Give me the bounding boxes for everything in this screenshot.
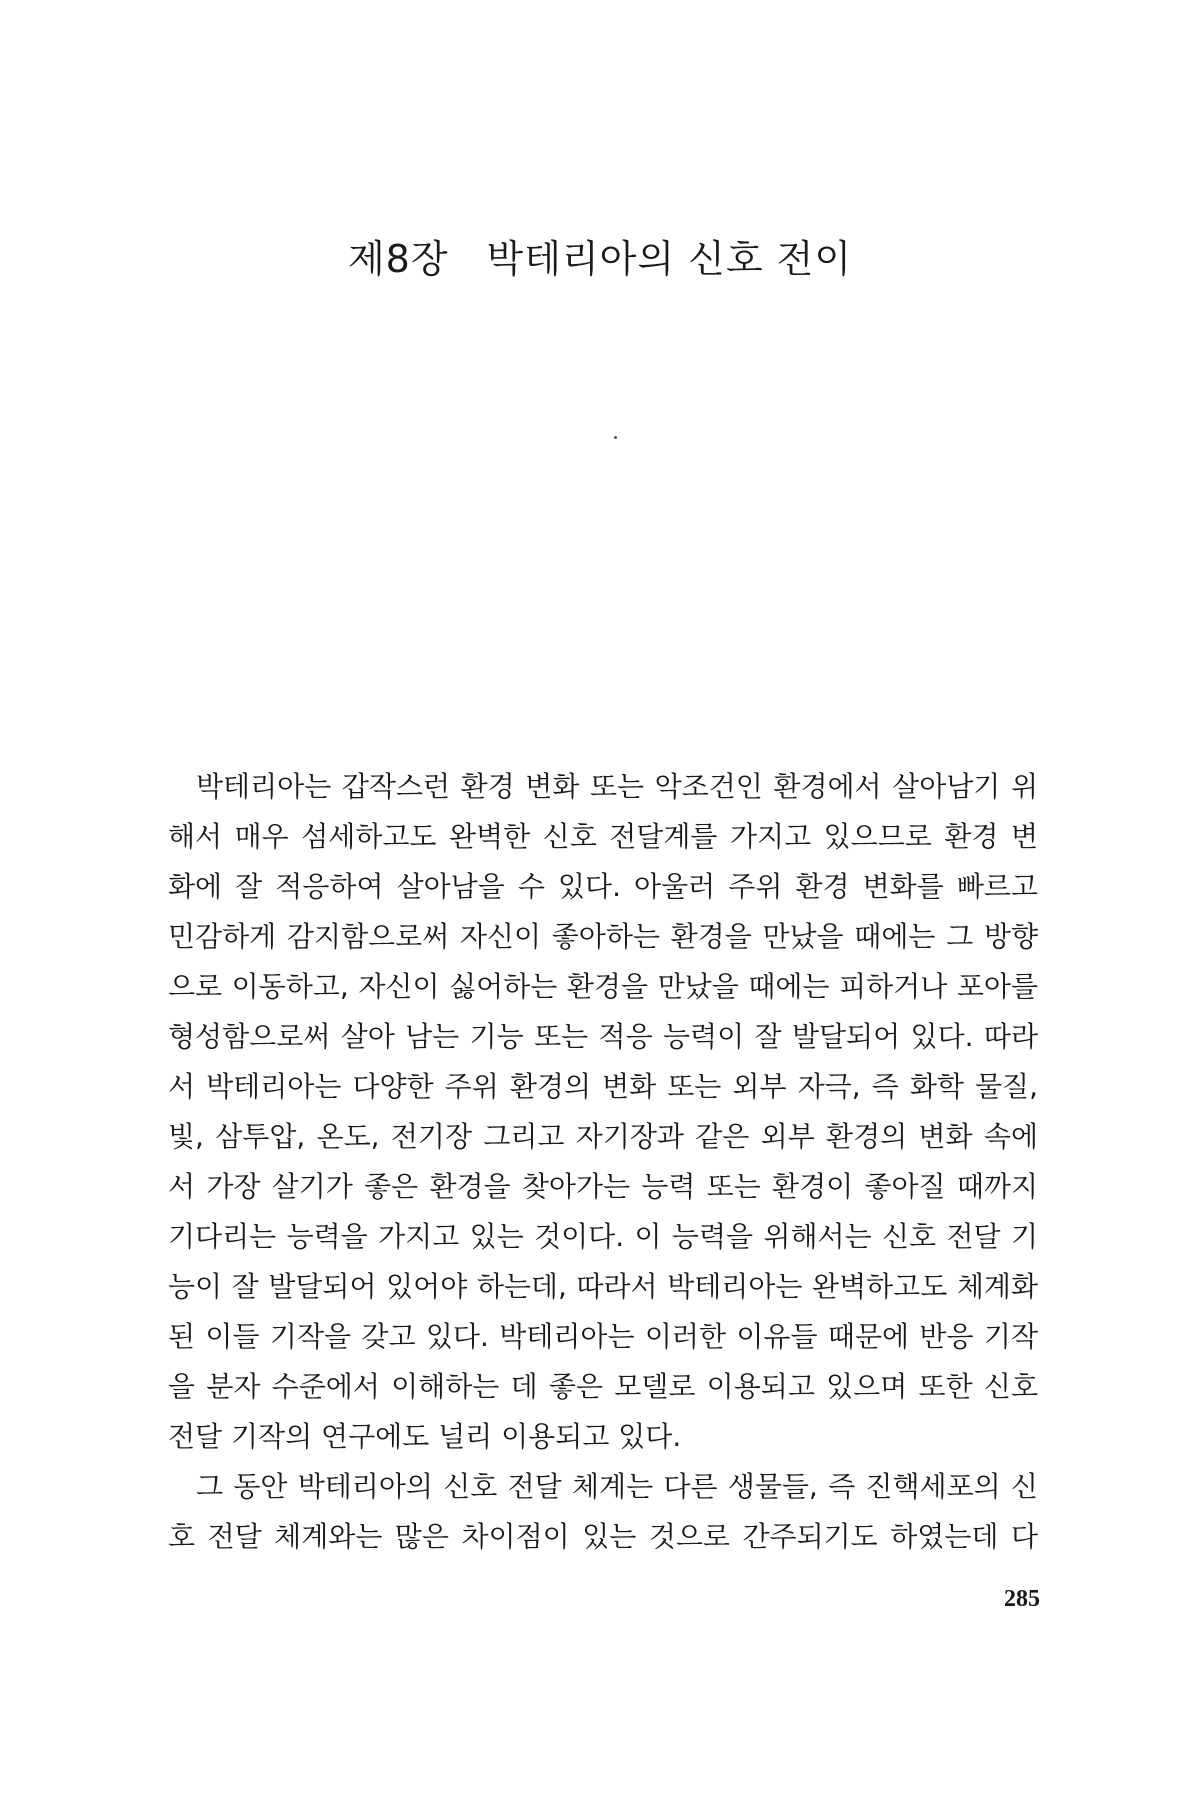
text-line: 으로 이동하고, 자신이 싫어하는 환경을 만났을 때에는 피하거나 포아를 bbox=[168, 970, 1038, 1003]
text-line: 된 이들 기작을 갖고 있다. 박테리아는 이러한 이유들 때문에 반응 기작 bbox=[168, 1320, 1038, 1353]
body-text bbox=[168, 762, 1038, 1562]
page-number: 285 bbox=[1004, 1586, 1040, 1612]
text-line: 을 분자 수준에서 이해하는 데 좋은 모델로 이용되고 있으며 또한 신호 bbox=[168, 1370, 1038, 1403]
decorative-dot bbox=[614, 436, 617, 439]
text-line: 민감하게 감지함으로써 자신이 좋아하는 환경을 만났을 때에는 그 방향 bbox=[168, 920, 1038, 953]
text-line: 박테리아는 갑작스런 환경 변화 또는 악조건인 환경에서 살아남기 위 bbox=[196, 770, 1038, 803]
text-line: 그 동안 박테리아의 신호 전달 체계는 다른 생물들, 즉 진핵세포의 신 bbox=[196, 1470, 1038, 1503]
text-line: 전달 기작의 연구에도 널리 이용되고 있다. bbox=[168, 1420, 682, 1453]
text-line: 빛, 삼투압, 온도, 전기장 그리고 자기장과 같은 외부 환경의 변화 속에 bbox=[168, 1120, 1038, 1153]
text-line: 호 전달 체계와는 많은 차이점이 있는 것으로 간주되기도 하였는데 다 bbox=[168, 1520, 1038, 1553]
text-line: 화에 잘 적응하여 살아남을 수 있다. 아울러 주위 환경 변화를 빠르고 bbox=[168, 870, 1038, 903]
text-line: 서 박테리아는 다양한 주위 환경의 변화 또는 외부 자극, 즉 화학 물질, bbox=[168, 1070, 1038, 1103]
chapter-title bbox=[0, 228, 1200, 283]
chapter-title-text: 박테리아의 신호 전이 bbox=[486, 237, 853, 281]
text-line: 형성함으로써 살아 남는 기능 또는 적응 능력이 잘 발달되어 있다. 따라 bbox=[168, 1020, 1038, 1053]
text-line: 기다리는 능력을 가지고 있는 것이다. 이 능력을 위해서는 신호 전달 기 bbox=[168, 1220, 1038, 1253]
chapter-number: 제8장 bbox=[347, 237, 449, 281]
text-line: 능이 잘 발달되어 있어야 하는데, 따라서 박테리아는 완벽하고도 체계화 bbox=[168, 1270, 1038, 1303]
text-line: 해서 매우 섬세하고도 완벽한 신호 전달계를 가지고 있으므로 환경 변 bbox=[168, 820, 1038, 853]
text-line: 서 가장 살기가 좋은 환경을 찾아가는 능력 또는 환경이 좋아질 때까지 bbox=[168, 1170, 1038, 1203]
